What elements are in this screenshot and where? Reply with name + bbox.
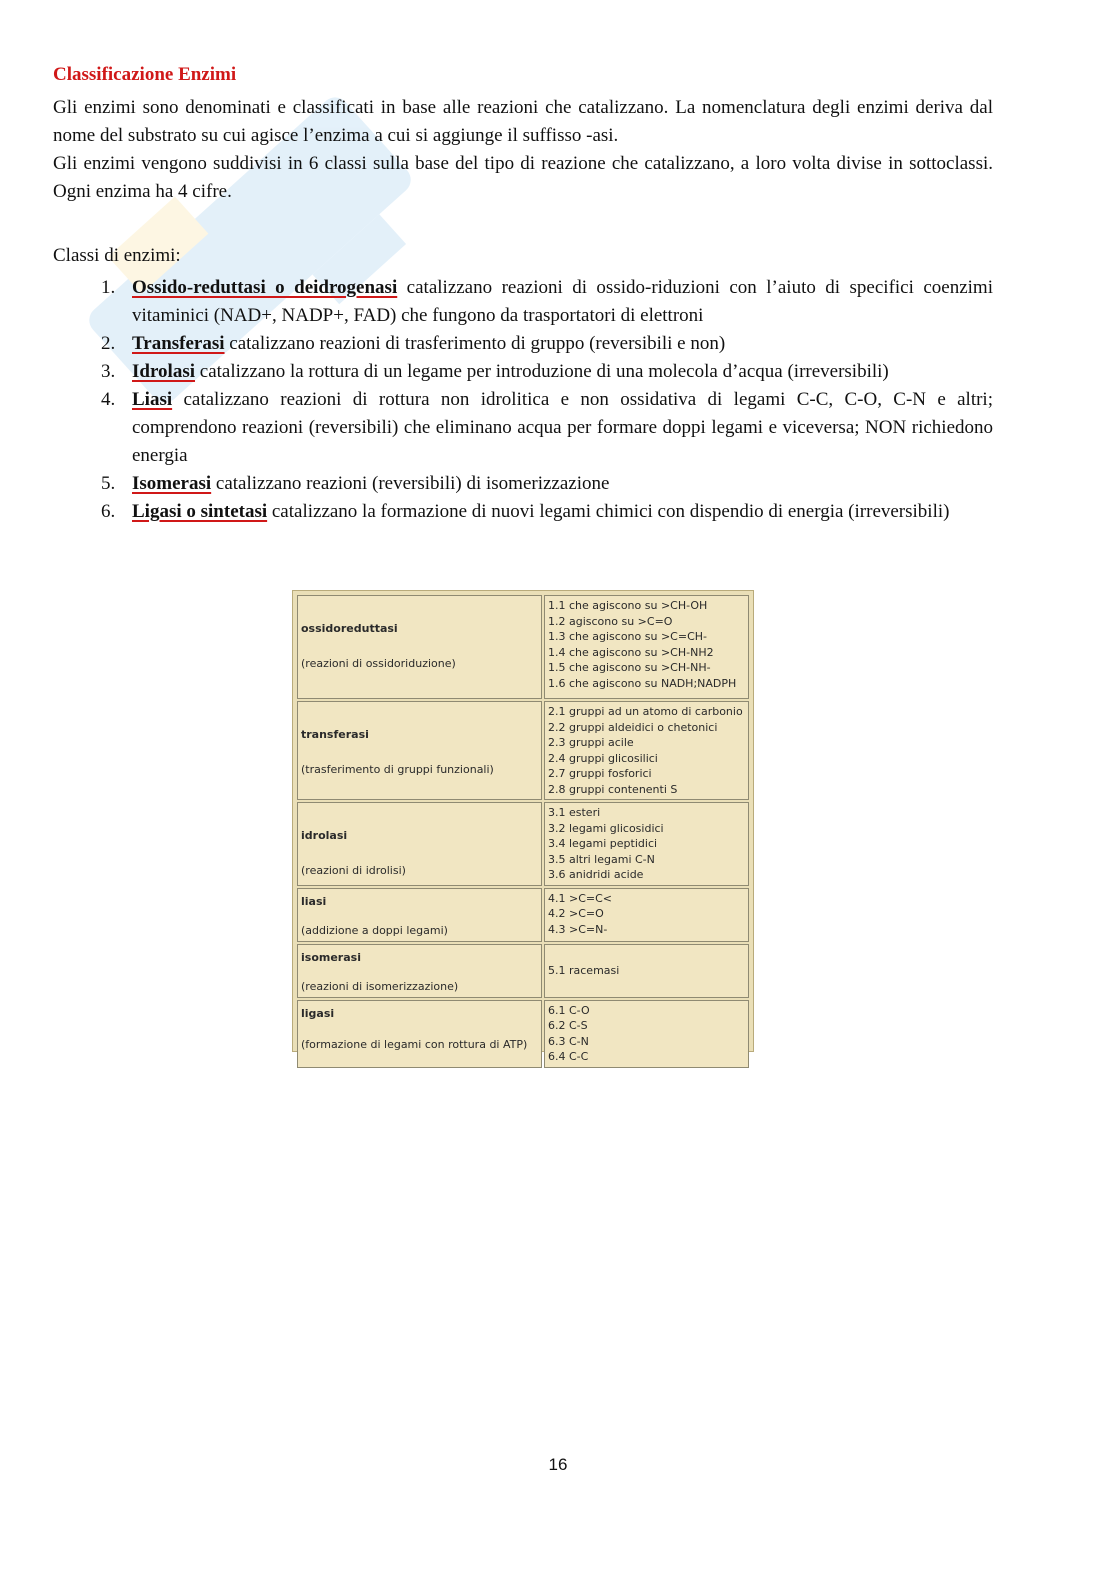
class-description: catalizzano la rottura di un legame per introduzione di una molecola d’acqua (irreversibili) xyxy=(195,361,889,382)
class-name: ligasi xyxy=(301,1006,335,1020)
intro-paragraph: Gli enzimi sono denominati e classificati in base alle reazioni che catalizzano. La nomenclatura degli enzimi deriva dal nome del substrato su cui agisce l’enzima a cui si aggiunge il suffisso -asi. xyxy=(53,97,993,146)
subclass-cell xyxy=(544,888,749,942)
list-item xyxy=(120,358,993,386)
class-description: (reazioni di ossidoriduzione) xyxy=(301,657,456,670)
list-item xyxy=(120,498,993,526)
class-cell xyxy=(297,888,542,942)
class-description: catalizzano la formazione di nuovi legami chimici con dispendio di energia (irreversibili) xyxy=(267,501,950,522)
subclass-item: 1.6 che agiscono su NADH;NADPH xyxy=(548,676,737,690)
subclass-cell xyxy=(544,701,749,800)
subclass-item: 4.1 >C=C< xyxy=(548,891,613,905)
class-term: Isomerasi xyxy=(132,473,212,494)
table-body xyxy=(297,595,749,1068)
subclass-item: 6.1 C-O xyxy=(548,1003,590,1017)
subclass-item: 2.1 gruppi ad un atomo di carbonio xyxy=(548,705,743,718)
class-name: isomerasi xyxy=(301,950,361,964)
subclass-item: 1.2 agiscono su >C=O xyxy=(548,614,673,628)
list-item xyxy=(120,470,993,498)
class-description: (trasferimento di gruppi funzionali) xyxy=(301,763,494,776)
class-description: catalizzano reazioni di ossido-riduzioni con l’aiuto di specifici coenzimi vitaminici (NAD+, NADP+, FAD) che fungono da trasportatori di elettroni xyxy=(132,277,993,326)
class-term: Transferasi xyxy=(132,333,225,354)
subclass-item: 3.6 anidridi acide xyxy=(548,868,644,881)
subclass-item: 5.1 racemasi xyxy=(548,963,620,977)
subclass-item: 2.7 gruppi fosforici xyxy=(548,767,652,780)
class-cell xyxy=(297,1000,542,1068)
class-term: Liasi xyxy=(132,389,173,410)
class-cell xyxy=(297,802,542,886)
table-row xyxy=(297,1000,749,1068)
subclass-item: 1.5 che agiscono su >CH-NH- xyxy=(548,661,711,674)
table-row xyxy=(297,701,749,800)
table-row xyxy=(297,944,749,998)
class-cell xyxy=(297,944,542,998)
subclass-item: 6.3 C-N xyxy=(548,1034,589,1048)
subclass-item: 1.3 che agiscono su >C=CH- xyxy=(548,630,707,643)
classes-paragraph: Gli enzimi vengono suddivisi in 6 classi sulla base del tipo di reazione che catalizzano, a loro volta divise in sottoclassi. Ogni enzima ha 4 cifre. xyxy=(53,153,993,202)
class-term: Ossido-reduttasi o deidrogenasi xyxy=(132,277,398,298)
subclass-item: 1.4 che agiscono su >CH-NH2 xyxy=(548,645,714,659)
enzyme-class-list xyxy=(53,274,993,526)
subclass-item: 2.2 gruppi aldeidici o chetonici xyxy=(548,720,718,734)
class-description: catalizzano reazioni di rottura non idrolitica e non ossidativa di legami C-C, C-O, C-N e altri; comprendono reazioni (reversibili) che eliminano acqua per formare doppi legami e viceversa; NON richiedono energia xyxy=(132,389,993,466)
class-term: Idrolasi xyxy=(132,361,196,382)
class-cell xyxy=(297,595,542,699)
subclass-cell xyxy=(544,1000,749,1068)
class-description: catalizzano reazioni di trasferimento di gruppo (reversibili e non) xyxy=(224,333,726,354)
section-heading: Classificazione Enzimi xyxy=(53,64,237,85)
subclass-item: 4.3 >C=N- xyxy=(548,922,608,936)
class-term: Ligasi o sintetasi xyxy=(132,501,268,522)
class-description: (reazioni di idrolisi) xyxy=(301,864,406,877)
class-name: idrolasi xyxy=(301,829,348,842)
class-description: (addizione a doppi legami) xyxy=(301,923,448,937)
subclass-item: 1.1 che agiscono su >CH-OH xyxy=(548,599,708,612)
table-row xyxy=(297,802,749,886)
table-row xyxy=(297,595,749,699)
subclass-item: 6.4 C-C xyxy=(548,1050,589,1063)
page-number: 16 xyxy=(548,1455,568,1474)
class-name: transferasi xyxy=(301,728,369,741)
subclass-cell xyxy=(544,595,749,699)
class-name: ossidoreduttasi xyxy=(301,622,398,635)
class-cell xyxy=(297,701,542,800)
list-intro: Classi di enzimi: xyxy=(53,245,181,266)
document-page xyxy=(53,62,993,526)
subclass-item: 2.4 gruppi glicosilici xyxy=(548,751,658,765)
subclass-cell xyxy=(544,802,749,886)
subclass-item: 6.2 C-S xyxy=(548,1019,588,1032)
subclass-item: 4.2 >C=O xyxy=(548,907,604,920)
subclass-cell xyxy=(544,944,749,998)
enzyme-classification-table xyxy=(292,590,754,1063)
subclass-item: 2.3 gruppi acile xyxy=(548,736,634,749)
class-description: (formazione di legami con rottura di ATP) xyxy=(301,1037,528,1051)
subclass-item: 3.5 altri legami C-N xyxy=(548,852,655,866)
class-description: (reazioni di isomerizzazione) xyxy=(301,979,459,993)
list-item xyxy=(120,386,993,470)
table-row xyxy=(297,888,749,942)
list-item xyxy=(120,274,993,330)
list-item xyxy=(120,330,993,358)
subclass-item: 2.8 gruppi contenenti S xyxy=(548,782,678,796)
subclass-item: 3.2 legami glicosidici xyxy=(548,821,664,835)
subclass-item: 3.4 legami peptidici xyxy=(548,837,658,850)
class-name: liasi xyxy=(301,894,327,908)
class-description: catalizzano reazioni (reversibili) di isomerizzazione xyxy=(211,473,610,494)
subclass-item: 3.1 esteri xyxy=(548,806,601,819)
